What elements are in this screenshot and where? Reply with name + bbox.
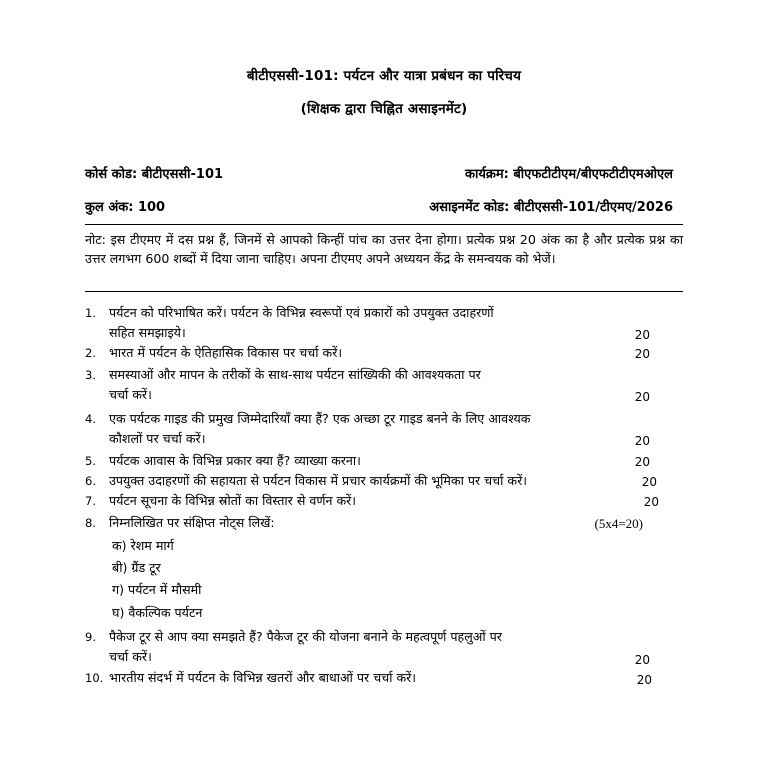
total-marks: कुल अंक: 100 (85, 200, 166, 215)
question-text-continued: चर्चा करें। (109, 387, 152, 402)
question-10 (85, 668, 685, 688)
question-marks: 20 (643, 495, 659, 509)
question-5 (85, 451, 685, 471)
question-text: भारतीय संदर्भ में पर्यटन के विभिन्न खतरों और बाधाओं पर चर्चा करें। (109, 670, 417, 685)
sub-item-d: घ) वैकल्पिक पर्यटन (112, 605, 203, 620)
divider-bottom (85, 291, 683, 292)
question-marks: (5x4=20) (594, 516, 643, 531)
question-number: 6. (85, 474, 96, 488)
question-3 (85, 365, 685, 405)
document-title: बीटीएससी-101: पर्यटन और यात्रा प्रबंधन का परिचय (246, 68, 522, 84)
document-subtitle: (शिक्षक द्वारा चिह्नित असाइनमेंट) (300, 101, 468, 117)
question-text: समस्याओं और मापन के तरीकों के साथ-साथ पर्यटन सांख्यिकी की आवश्यकता पर (109, 367, 481, 382)
question-number: 8. (85, 516, 96, 530)
question-marks: 20 (634, 347, 650, 361)
question-marks: 20 (634, 328, 650, 342)
question-text: पर्यटन को परिभाषित करें। पर्यटन के विभिन्न स्वरूपों एवं प्रकारों को उपयुक्त उदाहरणों (109, 305, 494, 320)
question-number: 10. (85, 671, 104, 685)
question-text: एक पर्यटक गाइड की प्रमुख जिम्मेदारियाँ क्या हैं? एक अच्छा टूर गाइड बनने के लिए आवश्यक (109, 411, 531, 426)
question-text-continued: चर्चा करें। (109, 649, 152, 664)
question-number: 5. (85, 454, 96, 468)
question-text-continued: सहित समझाइये। (109, 325, 186, 340)
question-text: भारत में पर्यटन के ऐतिहासिक विकास पर चर्चा करें। (109, 345, 343, 360)
instructions-note: नोट: इस टीएमए में दस प्रश्न हैं, जिनमें से आपको किन्हीं पांच का उत्तर देना होगा। प्रत्येक प्रश्न 20 अंक का है और प्रत्येक प्रश्न का उत्तर लगभग 600 शब्दों में दिया जाना चाहिए। अपना टीएमए अपने अध्ययन केंद्र के समन्वयक को भेजें। (85, 232, 683, 266)
question-marks: 20 (634, 653, 650, 667)
sub-item-c: ग) पर्यटन में मौसमी (112, 582, 202, 597)
programme: कार्यक्रम: बीएफटीटीएम/बीएफटीटीएमओएल (464, 167, 673, 182)
question-text: पैकेज टूर से आप क्या समझते हैं? पैकेज टूर की योजना बनाने के महत्वपूर्ण पहलुओं पर (109, 629, 502, 644)
question-text: उपयुक्त उदाहरणों की सहायता से पर्यटन विकास में प्रचार कार्यक्रमों की भूमिका पर चर्चा करें। (109, 473, 528, 488)
question-9 (85, 627, 685, 667)
question-number: 4. (85, 412, 96, 426)
question-6 (85, 471, 685, 491)
question-marks: 20 (634, 434, 650, 448)
question-marks: 20 (634, 455, 650, 469)
question-7 (85, 491, 685, 511)
question-number: 9. (85, 630, 96, 644)
question-4 (85, 409, 685, 449)
divider-top (85, 224, 683, 225)
question-text: निम्नलिखित पर संक्षिप्त नोट्स लिखें: (109, 515, 275, 530)
question-marks: 20 (636, 673, 652, 687)
question-number: 2. (85, 346, 96, 360)
sub-item-b: बी) ग्रैंड टूर (112, 560, 161, 575)
sub-item-a: क) रेशम मार्ग (112, 538, 174, 553)
question-text: पर्यटन सूचना के विभिन्न स्रोतों का विस्तार से वर्णन करें। (109, 493, 357, 508)
question-2 (85, 343, 685, 363)
question-text: पर्यटक आवास के विभिन्न प्रकार क्या हैं? व्याख्या करना। (109, 453, 361, 468)
question-number: 1. (85, 306, 96, 320)
question-1 (85, 303, 685, 343)
question-marks: 20 (641, 475, 657, 489)
question-text-continued: कौशलों पर चर्चा करें। (109, 431, 206, 446)
question-8 (85, 513, 685, 533)
question-number: 3. (85, 368, 96, 382)
assignment-code: असाइनमेंट कोड: बीटीएससी-101/टीएमए/2026 (429, 200, 673, 215)
question-number: 7. (85, 494, 96, 508)
question-marks: 20 (634, 390, 650, 404)
course-code: कोर्स कोड: बीटीएससी-101 (85, 167, 224, 182)
